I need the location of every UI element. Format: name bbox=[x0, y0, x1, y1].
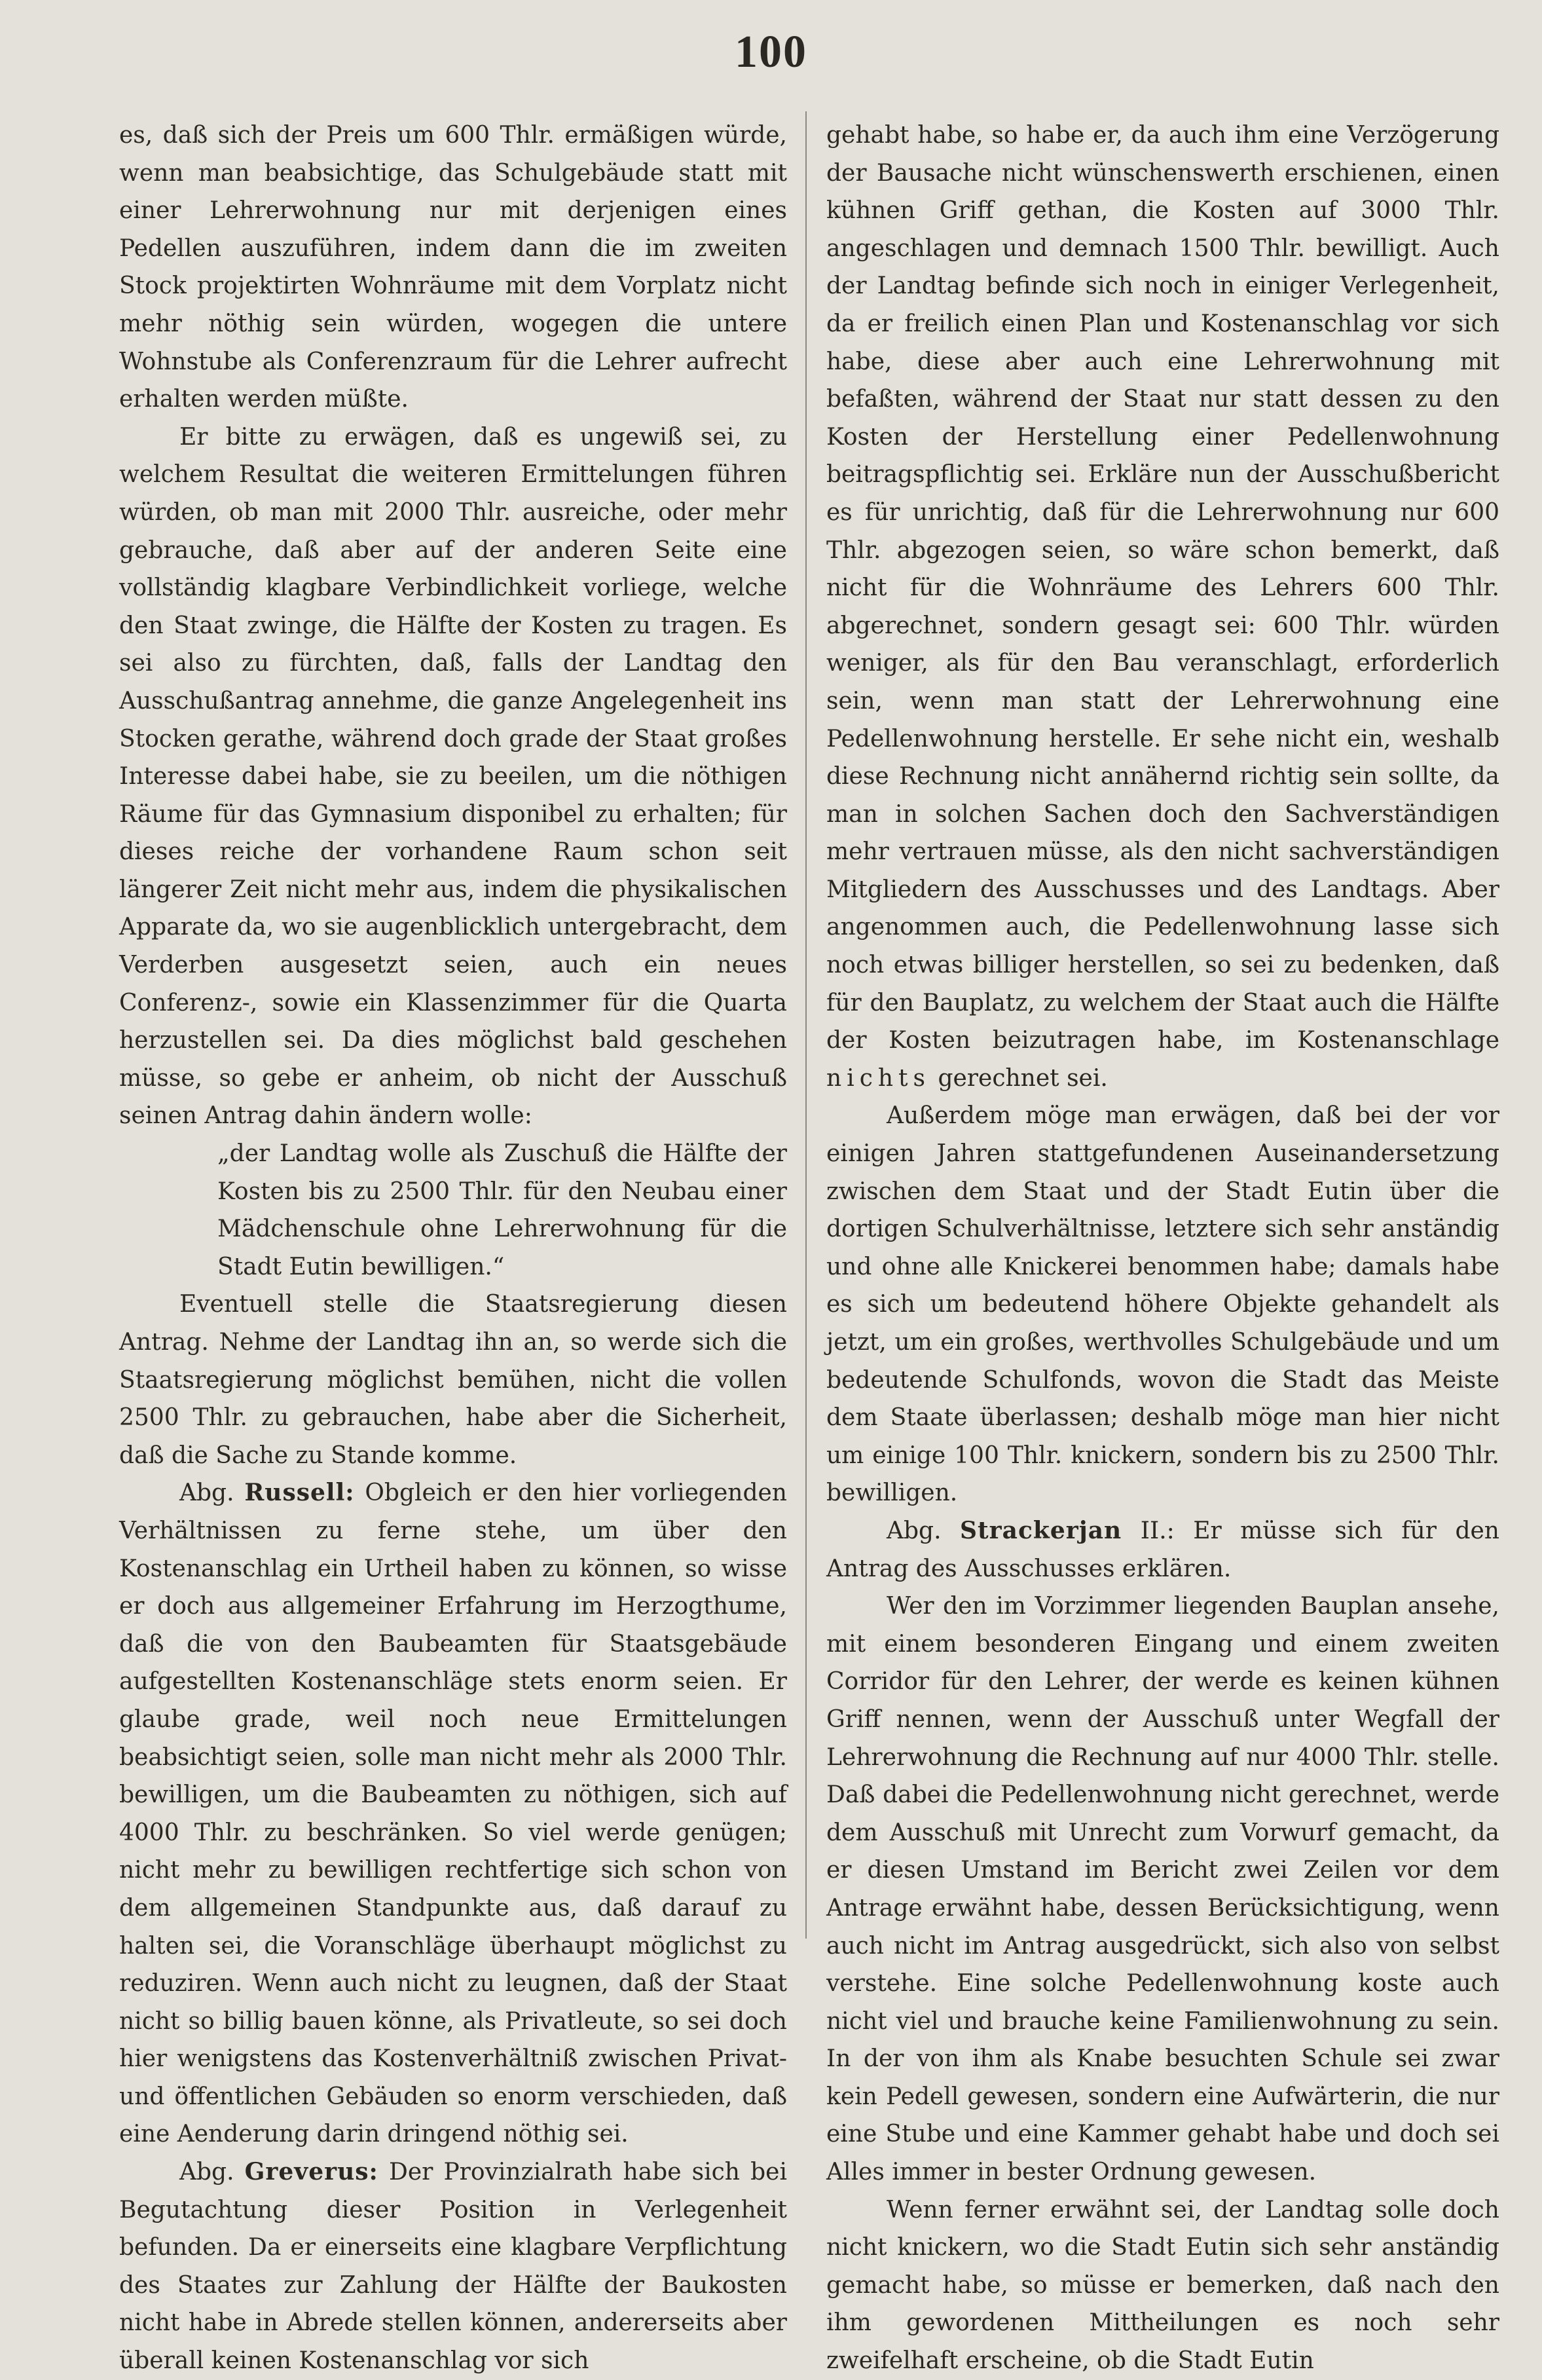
speech-text: Obgleich er den hier vorliegenden Verhältnissen zu ferne stehe, um über den Kostenanschlag ein Urtheil haben zu können, so wisse er doch aus allgemeiner Erfahrung im Herzogthume, daß die von den Baubeamten für Staatsgebäude aufgestellten Kostenanschläge stets enorm seien. Er glaube grade, weil noch neue Ermittelungen beabsichtigt seien, solle man nicht mehr als 2000 Thlr. bewilligen, um die Baubeamten zu nöthigen, sich auf 4000 Thlr. zu beschränken. So viel werde genügen; nicht mehr zu bewilligen rechtfertige sich schon von dem allgemeinen Standpunkte aus, daß darauf zu halten sei, die Voranschläge überhaupt möglichst zu reduziren. Wenn auch nicht zu leugnen, daß der Staat nicht so billig bauen könne, als Privatleute, so sei doch hier wenigstens das Kostenverhältniß zwischen Privat- und öffentlichen Gebäuden so enorm verschieden, daß eine Aenderung darin dringend nöthig sei. bbox=[119, 1479, 787, 2148]
speech-paragraph bbox=[119, 1474, 787, 2153]
right-column bbox=[826, 117, 1499, 2375]
speech-paragraph bbox=[119, 2153, 787, 2380]
paragraph: Er bitte zu erwägen, daß es ungewiß sei, zu welchem Resultat die weiteren Ermittelungen führen würden, ob man mit 2000 Thlr. ausreiche, oder mehr gebrauche, daß aber auf der anderen Seite eine vollständig klagbare Verbindlichkeit vorliege, welche den Staat zwinge, die Hälfte der Kosten zu tragen. Es sei also zu fürchten, daß, falls der Landtag den Ausschußantrag annehme, die ganze Angelegenheit ins Stocken gerathe, während doch grade der Staat großes Interesse dabei habe, sie zu beeilen, um die nöthigen Räume für das Gymnasium disponibel zu erhalten; für dieses reiche der vorhandene Raum schon seit längerer Zeit nicht mehr aus, indem die physikalischen Apparate da, wo sie augenblicklich untergebracht, dem Verderben ausgesetzt seien, auch ein neues Conferenz-, sowie ein Klassenzimmer für die Quarta herzustellen sei. Da dies möglichst bald geschehen müsse, so gebe er anheim, ob nicht der Ausschuß seinen Antrag dahin ändern wolle: bbox=[119, 423, 787, 1130]
paragraph bbox=[826, 117, 1499, 1097]
speaker-name: Strackerjan bbox=[960, 1516, 1122, 1544]
paragraph: Wenn ferner erwähnt sei, der Landtag solle doch nicht knickern, wo die Stadt Eutin sich sehr anständig gemacht habe, so müsse er bemerken, daß nach den ihm gewordenen Mittheilungen es noch sehr zweifelhaft erscheine, ob die Stadt Eutin bbox=[826, 2196, 1499, 2375]
speaker-prefix: Abg. bbox=[179, 2159, 234, 2186]
speech-paragraph bbox=[826, 1512, 1499, 1588]
paragraph: Eventuell stelle die Staatsregierung diesen Antrag. Nehme der Landtag ihn an, so werde sich die Staatsregierung möglichst bemühen, nicht die vollen 2500 Thlr. zu gebrauchen, habe aber die Sicherheit, daß die Sache zu Stande komme. bbox=[119, 1291, 787, 1469]
paragraph-text: gerechnet sei. bbox=[938, 1064, 1108, 1092]
emphasized-word: nichts bbox=[826, 1064, 930, 1092]
speaker-name: Greverus: bbox=[244, 2158, 378, 2186]
paragraph-text: gehabt habe, so habe er, da auch ihm eine Verzögerung der Bausache nicht wünschenswerth erschienen, einen kühnen Griff gethan, die Kosten auf 3000 Thlr. angeschlagen und demnach 1500 Thlr. bewilligt. Auch der Landtag befinde sich noch in einiger Verlegenheit, da er freilich einen Plan und Kostenanschlag vor sich habe, diese aber auch eine Lehrerwohnung mit befaßten, während der Staat nur statt dessen zu den Kosten der Herstellung einer Pedellenwohnung beitragspflichtig sei. Erkläre nun der Ausschußbericht es für unrichtig, daß für die Lehrerwohnung nur 600 Thlr. abgezogen seien, so wäre schon bemerkt, daß nicht für die Wohnräume des Lehrers 600 Thlr. abgerechnet, sondern gesagt sei: 600 Thlr. würden weniger, als für den Bau veranschlagt, erforderlich sein, wenn man statt der Lehrerwohnung eine Pedellenwohnung herstelle. Er sehe nicht ein, weshalb diese Rechnung nicht annähernd richtig sein sollte, da man in solchen Sachen doch den Sachverständigen mehr vertrauen müsse, als den nicht sachverständigen Mitgliedern des Ausschusses und des Landtags. Aber angenommen auch, die Pedellenwohnung lasse sich noch etwas billiger herstellen, so sei zu bedenken, daß für den Bauplatz, zu welchem der Staat auch die Hälfte der Kosten beizutragen habe, im Kostenanschlage bbox=[826, 122, 1499, 1054]
speech-text: II.: Er müsse sich für den Antrag des Ausschusses erklären. bbox=[826, 1517, 1499, 1582]
speaker-prefix: Abg. bbox=[887, 1517, 942, 1544]
paragraph: es, daß sich der Preis um 600 Thlr. ermäßigen würde, wenn man beabsichtige, das Schulgebäude statt mit einer Lehrerwohnung nur mit derjenigen eines Pedellen auszuführen, indem dann die im zweiten Stock projektirten Wohnräume mit dem Vorplatz nicht mehr nöthig sein würden, wogegen die untere Wohnstube als Conferenzraum für die Lehrer aufrecht erhalten werden müßte. bbox=[119, 122, 787, 413]
paragraph: Wer den im Vorzimmer liegenden Bauplan ansehe, mit einem besonderen Eingang und einem zweiten Corridor für den Lehrer, der werde es keinen kühnen Griff nennen, wenn der Ausschuß unter Wegfall der Lehrerwohnung die Rechnung auf nur 4000 Thlr. stelle. Daß dabei die Pedellenwohnung nicht gerechnet, werde dem Ausschuß mit Unrecht zum Vorwurf gemacht, da er diesen Umstand im Bericht zwei Zeilen vor dem Antrage erwähnt habe, dessen Berücksichtigung, wenn auch nicht im Antrag ausgedrückt, sich also von selbst verstehe. Eine solche Pedellenwohnung koste auch nicht viel und brauche keine Familienwohnung zu sein. In der von ihm als Knabe besuchten Schule sei zwar kein Pedell gewesen, sondern eine Aufwärterin, die nur eine Stube und eine Kammer gehabt habe und doch sei Alles immer in bester Ordnung gewesen. bbox=[826, 1593, 1499, 2186]
speaker-name: Russell: bbox=[244, 1479, 355, 1507]
motion-quote: „der Landtag wolle als Zuschuß die Hälfte der Kosten bis zu 2500 Thlr. für den Neubau einer Mädchenschule ohne Lehrerwohnung für die Stadt Eutin bewilligen.“ bbox=[217, 1140, 787, 1280]
column-divider bbox=[805, 111, 807, 1939]
left-column bbox=[119, 117, 787, 2375]
speech-text: Der Provinzialrath habe sich bei Begutachtung dieser Position in Verlegenheit befunden. Da er einerseits eine klagbare Verpflichtung des Staates zur Zahlung der Hälfte der Baukosten nicht habe in Abrede stellen können, andererseits aber überall keinen Kostenanschlag vor sich bbox=[119, 2159, 787, 2375]
paragraph: Außerdem möge man erwägen, daß bei der vor einigen Jahren stattgefundenen Auseinandersetzung zwischen dem Staat und der Stadt Eutin über die dortigen Schulverhältnisse, letztere sich sehr anständig und ohne alle Knickerei benommen habe; damals habe es sich um bedeutend höhere Objekte gehandelt als jetzt, um ein großes, werthvolles Schulgebäude und um bedeutende Schulfonds, wovon die Stadt das Meiste dem Staate überlassen; deshalb möge man hier nicht um einige 100 Thlr. knickern, sondern bis zu 2500 Thlr. bewilligen. bbox=[826, 1102, 1499, 1507]
speaker-prefix: Abg. bbox=[179, 1479, 234, 1507]
page-number: 100 bbox=[735, 27, 807, 77]
